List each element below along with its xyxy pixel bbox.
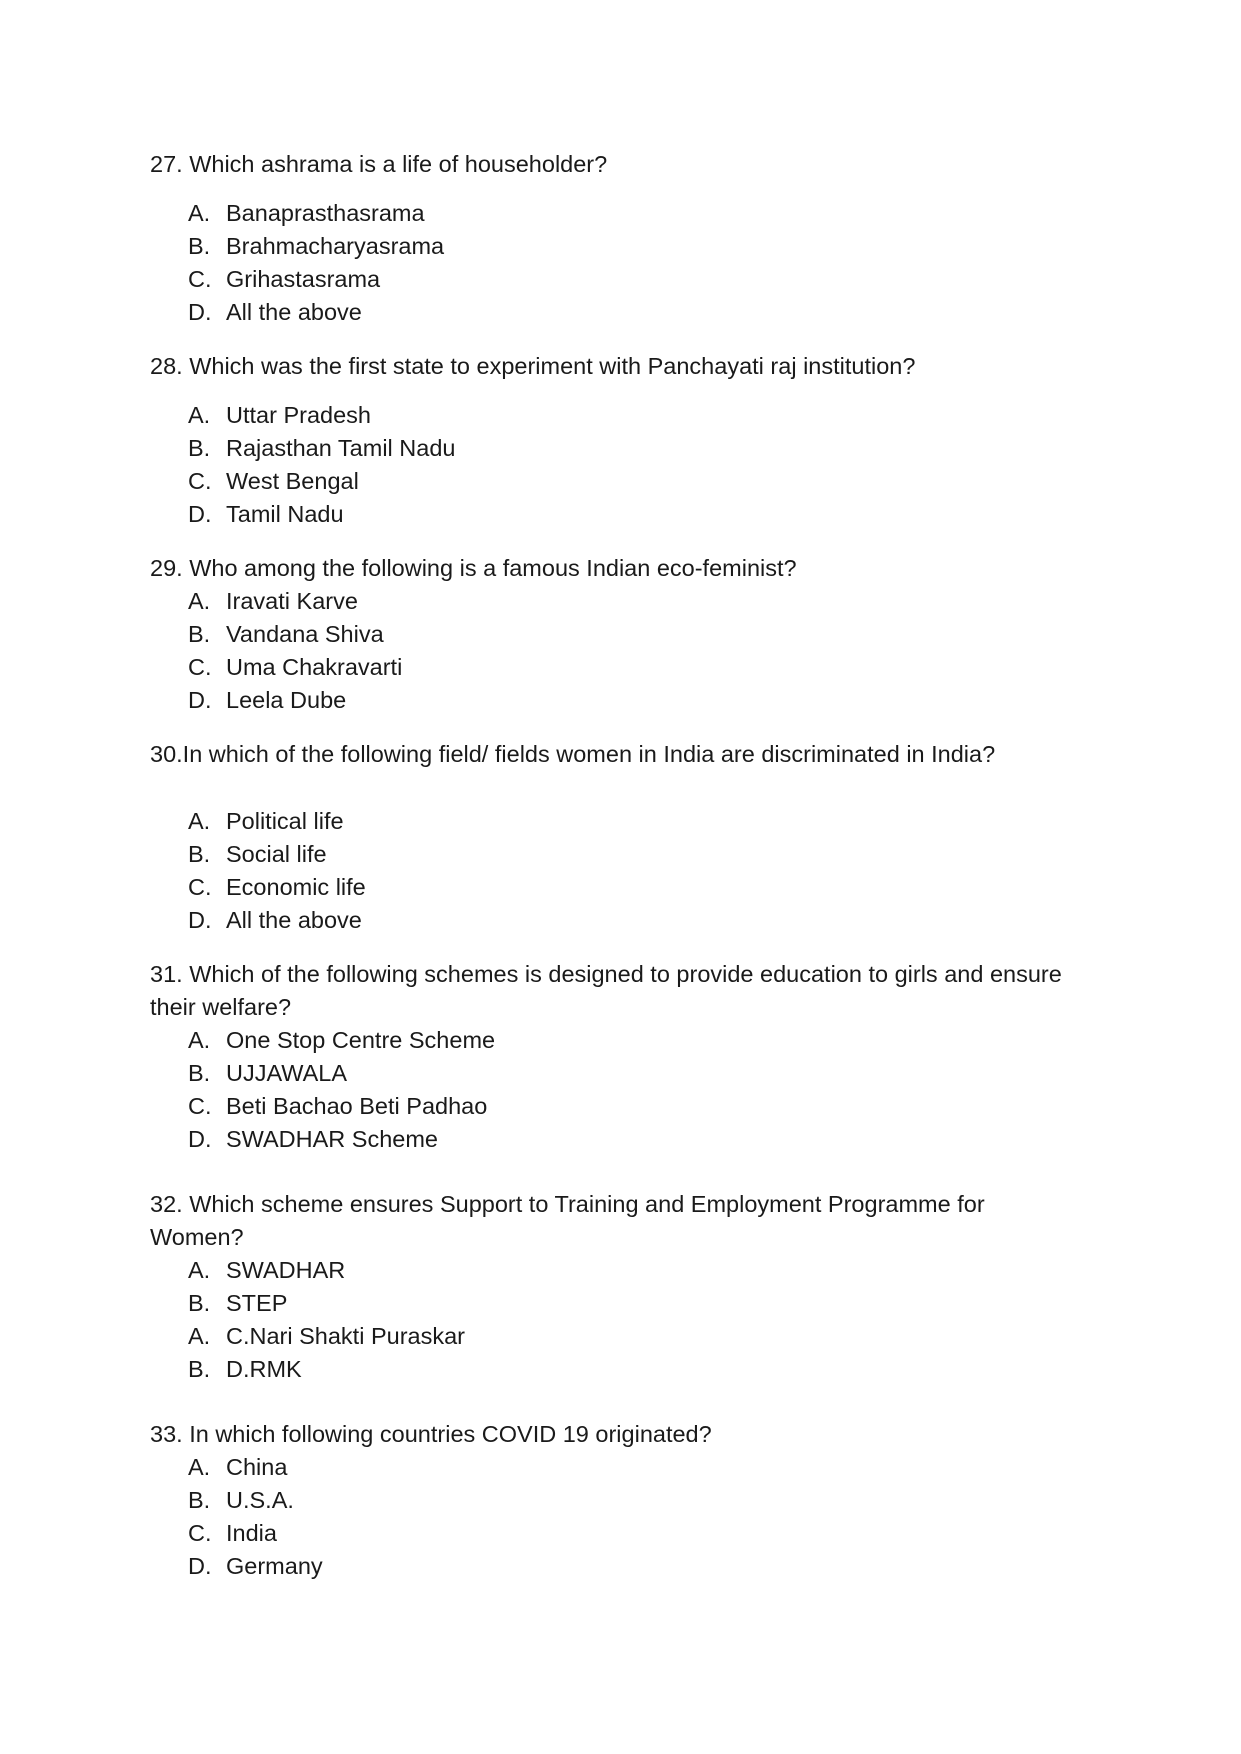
question-32-text: 32. Which scheme ensures Support to Training and Employment Programme for Women? <box>150 1191 985 1250</box>
option-letter: D. <box>188 1553 212 1579</box>
option-28-a <box>188 399 988 432</box>
option-text: Banaprasthasrama <box>226 200 425 226</box>
question-32-options <box>188 1254 988 1386</box>
option-letter: D. <box>188 1126 212 1152</box>
option-letter: A. <box>188 1323 211 1349</box>
option-letter: C. <box>188 654 212 680</box>
option-text: Uttar Pradesh <box>226 402 371 428</box>
option-letter: C. <box>188 1093 212 1119</box>
option-31-d <box>188 1123 988 1156</box>
option-letter: C. <box>188 468 212 494</box>
question-33-text: 33. In which following countries COVID 19 originated? <box>150 1421 712 1447</box>
option-27-b <box>188 230 988 263</box>
option-text: Vandana Shiva <box>226 621 384 647</box>
option-letter: D. <box>188 907 212 933</box>
option-32-b <box>188 1287 988 1320</box>
option-33-c <box>188 1517 988 1550</box>
option-27-c <box>188 263 988 296</box>
question-29-options <box>188 585 988 717</box>
option-letter: B. <box>188 1487 211 1513</box>
option-30-a <box>188 805 988 838</box>
question-30-text: 30.In which of the following field/ fields women in India are discriminated in India? <box>150 741 996 767</box>
option-29-c <box>188 651 988 684</box>
option-text: All the above <box>226 907 362 933</box>
question-27-options <box>188 197 988 329</box>
option-30-d <box>188 904 988 937</box>
option-letter: A. <box>188 588 211 614</box>
option-text: West Bengal <box>226 468 359 494</box>
option-text: China <box>226 1454 288 1480</box>
option-text: Germany <box>226 1553 323 1579</box>
option-letter: C. <box>188 266 212 292</box>
option-28-d <box>188 498 988 531</box>
option-letter: D. <box>188 299 212 325</box>
option-letter: A. <box>188 200 211 226</box>
option-letter: A. <box>188 1257 211 1283</box>
option-text: Rajasthan Tamil Nadu <box>226 435 456 461</box>
option-text: D.RMK <box>226 1356 302 1382</box>
option-letter: B. <box>188 435 211 461</box>
option-text: Grihastasrama <box>226 266 381 292</box>
option-text: Brahmacharyasrama <box>226 233 445 259</box>
option-29-b <box>188 618 988 651</box>
option-text: India <box>226 1520 277 1546</box>
option-text: Social life <box>226 841 327 867</box>
question-28-text: 28. Which was the first state to experiment with Panchayati raj institution? <box>150 353 916 379</box>
option-text: Leela Dube <box>226 687 347 713</box>
option-27-d <box>188 296 988 329</box>
option-text: Tamil Nadu <box>226 501 344 527</box>
option-31-c <box>188 1090 988 1123</box>
option-letter: B. <box>188 621 211 647</box>
option-text: Political life <box>226 808 344 834</box>
option-text: U.S.A. <box>226 1487 294 1513</box>
question-31-text: 31. Which of the following schemes is designed to provide education to girls and ensure their welfare? <box>150 961 1062 1020</box>
option-text: Uma Chakravarti <box>226 654 403 680</box>
option-28-b <box>188 432 988 465</box>
option-letter: A. <box>188 1454 211 1480</box>
option-letter: C. <box>188 1520 212 1546</box>
option-29-d <box>188 684 988 717</box>
option-text: Beti Bachao Beti Padhao <box>226 1093 488 1119</box>
option-33-b <box>188 1484 988 1517</box>
option-letter: B. <box>188 841 211 867</box>
option-32-c <box>188 1320 988 1353</box>
question-28-options <box>188 399 988 531</box>
question-27-text: 27. Which ashrama is a life of householder? <box>150 151 608 177</box>
option-text: STEP <box>226 1290 288 1316</box>
question-29-text: 29. Who among the following is a famous Indian eco-feminist? <box>150 555 797 581</box>
option-31-a <box>188 1024 988 1057</box>
option-letter: A. <box>188 402 211 428</box>
option-text: SWADHAR <box>226 1257 346 1283</box>
option-letter: D. <box>188 687 212 713</box>
option-33-a <box>188 1451 988 1484</box>
option-text: SWADHAR Scheme <box>226 1126 438 1152</box>
option-letter: A. <box>188 1027 211 1053</box>
option-text: One Stop Centre Scheme <box>226 1027 496 1053</box>
option-31-b <box>188 1057 988 1090</box>
option-text: Economic life <box>226 874 366 900</box>
option-letter: B. <box>188 233 211 259</box>
option-27-a <box>188 197 988 230</box>
option-30-b <box>188 838 988 871</box>
option-letter: D. <box>188 501 212 527</box>
question-33-options <box>188 1451 988 1583</box>
option-text: UJJAWALA <box>226 1060 347 1086</box>
question-31-options <box>188 1024 988 1156</box>
option-letter: A. <box>188 808 211 834</box>
option-letter: B. <box>188 1290 211 1316</box>
option-32-d <box>188 1353 988 1386</box>
option-32-a <box>188 1254 988 1287</box>
option-text: All the above <box>226 299 362 325</box>
option-letter: B. <box>188 1060 211 1086</box>
question-30-options <box>188 805 988 937</box>
option-letter: B. <box>188 1356 211 1382</box>
option-text: C.Nari Shakti Puraskar <box>226 1323 465 1349</box>
option-letter: C. <box>188 874 212 900</box>
option-30-c <box>188 871 988 904</box>
option-29-a <box>188 585 988 618</box>
option-28-c <box>188 465 988 498</box>
option-33-d <box>188 1550 988 1583</box>
option-text: Iravati Karve <box>226 588 358 614</box>
